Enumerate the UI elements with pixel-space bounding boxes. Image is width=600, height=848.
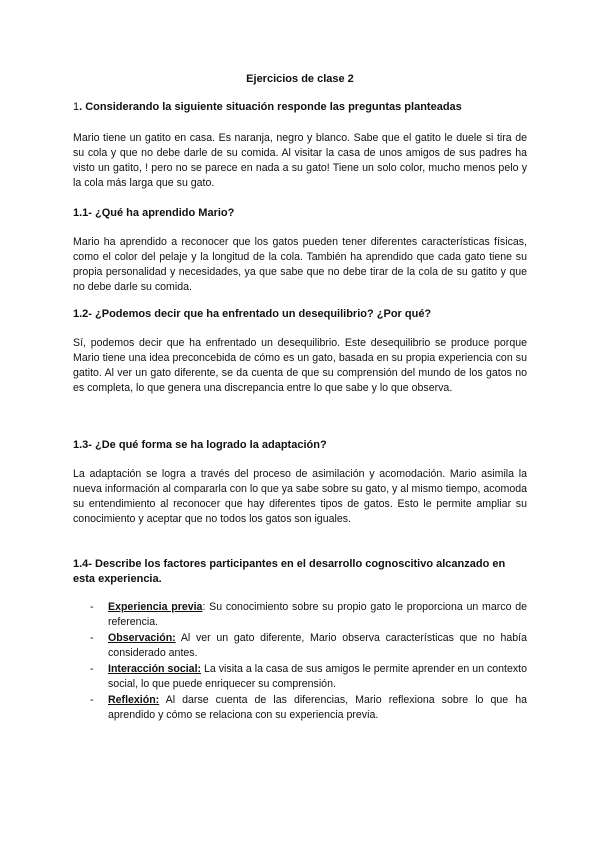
list-item <box>73 631 527 661</box>
answer-1-2: Sí, podemos decir que ha enfrentado un desequilibrio. Este desequilibrio se produce porque Mario tiene una idea preconcebida de cómo es un gato, basada en su propia experiencia con su gatito. Al ver un gato diferente, se da cuenta de que su comprensión del mundo de los gatos no es completa, lo que genera una discrepancia entre lo que sabe y lo que observa. <box>73 337 527 394</box>
factors-list <box>73 600 527 724</box>
list-dash: - <box>90 663 94 675</box>
question-1-4-heading: 1.4- Describe los factores participantes en el desarrollo cognoscitivo alcanzado en esta experiencia. <box>73 558 506 585</box>
factor-text: : Su conocimiento sobre su propio gato le proporciona un marco de referencia. <box>108 601 527 628</box>
list-item <box>73 662 527 692</box>
section-1-heading <box>73 100 527 115</box>
list-item <box>73 600 527 630</box>
factor-text: Al ver un gato diferente, Mario observa características que no había considerado antes. <box>108 632 527 659</box>
answer-1-1: Mario ha aprendido a reconocer que los gatos pueden tener diferentes características físicas, como el color del pelaje y la longitud de la cola. También ha aprendido que cada gato tiene su propia personalidad y necesidades, ya que sabe que no debe tirar de la cola de su gatito y que no debe darle su comida. <box>73 236 527 293</box>
section-1-heading-text: . Considerando la siguiente situación responde las preguntas planteadas <box>79 101 462 113</box>
list-dash: - <box>90 601 94 613</box>
answer-1-3: La adaptación se logra a través del proceso de asimilación y acomodación. Mario asimila la nueva información al compararla con lo que ya sabe sobre su gato, y al mismo tiempo, acomoda su entendimiento al reconocer que hay diferentes tipos de gatos. Esto le permite ampliar su conocimiento y aceptar que no todos los gatos son iguales. <box>73 468 527 525</box>
list-dash: - <box>90 694 94 706</box>
question-1-1-heading: 1.1- ¿Qué ha aprendido Mario? <box>73 207 235 219</box>
question-1-2-heading: 1.2- ¿Podemos decir que ha enfrentado un desequilibrio? ¿Por qué? <box>73 308 432 320</box>
list-item <box>73 693 527 723</box>
section-1-number: 1 <box>73 101 80 113</box>
question-1-3-heading: 1.3- ¿De qué forma se ha logrado la adaptación? <box>73 439 327 451</box>
factor-term: Interacción social: <box>108 663 202 675</box>
factor-term: Reflexión: <box>108 694 160 706</box>
factor-term: Observación: <box>108 632 176 644</box>
document-title: Ejercicios de clase 2 <box>246 73 354 85</box>
list-dash: - <box>90 632 94 644</box>
factor-text: La visita a la casa de sus amigos le permite aprender en un contexto social, lo que puede enriquecer su comprensión. <box>108 663 527 690</box>
situation-paragraph: Mario tiene un gatito en casa. Es naranja, negro y blanco. Sabe que el gatito le duele si tira de su cola y que no debe darle de su comida. Al visitar la casa de unos amigos de sus padres ha visto un gatito, ! pero no se parece en nada a su gato! Tiene un solo color, mucho menos pelo y la cola más larga que su gato. <box>73 132 527 189</box>
factor-term: Experiencia previa <box>108 601 203 613</box>
factor-text: Al darse cuenta de las diferencias, Mario reflexiona sobre lo que ha aprendido y cómo se relaciona con su experiencia previa. <box>108 694 527 721</box>
